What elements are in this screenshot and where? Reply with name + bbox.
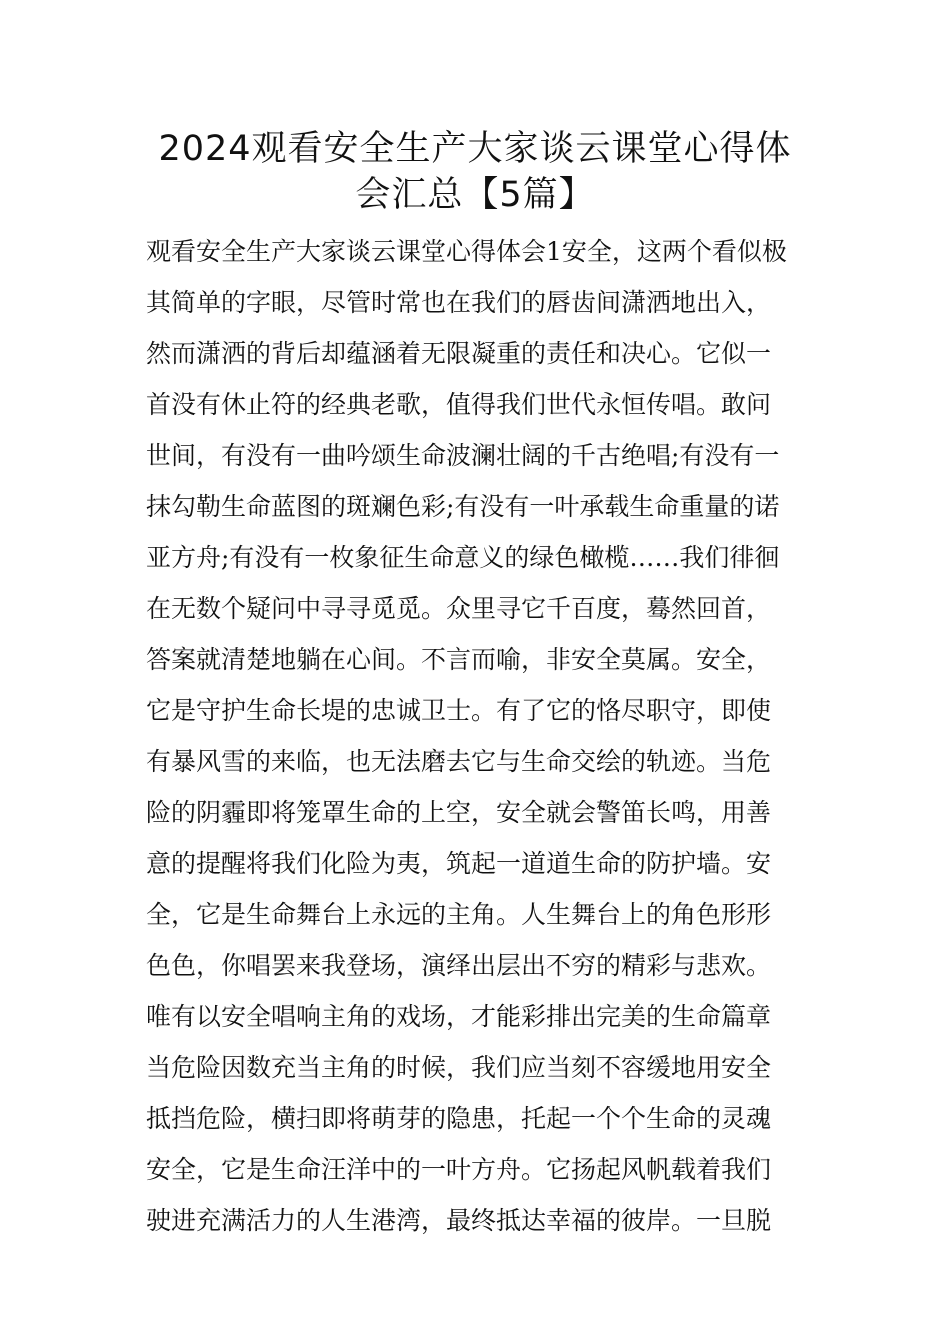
text-line: 意的提醒将我们化险为夷，筑起一道道生命的防护墙。安 [146,849,772,878]
text-line: 色色，你唱罢来我登场，演绎出层出不穷的精彩与悲欢。 [146,951,772,980]
text-line: 当危险因数充当主角的时候，我们应当刻不容缓地用安全 [146,1053,772,1082]
text-line: 观看安全生产大家谈云课堂心得体会1安全，这两个看似极 [146,237,787,266]
text-line: 驶进充满活力的人生港湾，最终抵达幸福的彼岸。一旦脱 [146,1206,772,1235]
text-line: 首没有休止符的经典老歌，值得我们世代永恒传唱。敢问 [146,390,772,419]
text-line: 险的阴霾即将笼罩生命的上空，安全就会警笛长鸣，用善 [146,798,772,827]
text-line: 在无数个疑问中寻寻觅觅。众里寻它千百度，蓦然回首， [146,594,772,623]
text-line: 全，它是生命舞台上永远的主角。人生舞台上的角色形形 [146,900,772,929]
document-title [130,126,820,218]
text-line: 然而潇洒的背后却蕴涵着无限凝重的责任和决心。它似一 [146,339,772,368]
text-line: 唯有以安全唱响主角的戏场，才能彩排出完美的生命篇章 [146,1002,772,1031]
title-line: 2024观看安全生产大家谈云课堂心得体 [158,129,792,169]
text-line: 有暴风雪的来临，也无法磨去它与生命交绘的轨迹。当危 [146,747,772,776]
text-line: 答案就清楚地躺在心间。不言而喻，非安全莫属。安全， [146,645,772,674]
text-line: 抹勾勒生命蓝图的斑斓色彩;有没有一叶承载生命重量的诺 [146,492,780,521]
text-line: 其简单的字眼，尽管时常也在我们的唇齿间潇洒地出入， [146,288,772,317]
text-line: 抵挡危险，横扫即将萌芽的隐患，托起一个个生命的灵魂 [146,1104,772,1133]
title-line: 会汇总【5篇】 [355,175,595,215]
text-line: 它是守护生命长堤的忠诚卫士。有了它的恪尽职守，即使 [146,696,772,725]
body-paragraph [146,226,806,1246]
text-line: 亚方舟;有没有一枚象征生命意义的绿色橄榄……我们徘徊 [146,543,780,572]
text-line: 安全，它是生命汪洋中的一叶方舟。它扬起风帆载着我们 [146,1155,772,1184]
text-line: 世间，有没有一曲吟颂生命波澜壮阔的千古绝唱;有没有一 [146,441,780,470]
